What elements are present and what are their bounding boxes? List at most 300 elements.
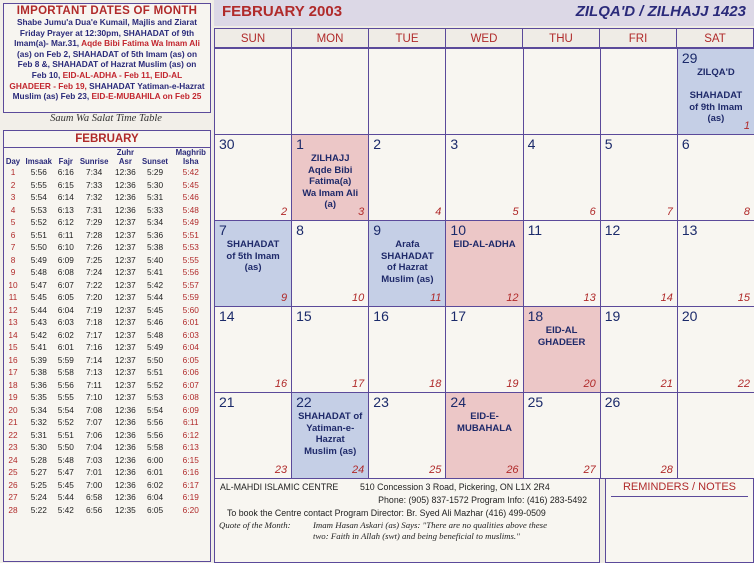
timetable — [3, 130, 211, 562]
important-dates-fragment: EID-AL-ADHA - Feb 11, EID-AL — [62, 69, 183, 80]
timetable-cell: 5:30 — [146, 179, 164, 190]
calendar-day[interactable] — [445, 134, 523, 221]
gregorian-date: 11 — [527, 222, 543, 238]
calendar-empty-cell — [214, 48, 292, 135]
calendar-day[interactable] — [368, 306, 446, 393]
timetable-cell: 7:18 — [86, 317, 103, 327]
gregorian-date: 16 — [373, 308, 389, 324]
timetable-cell: 5:31 — [146, 192, 164, 202]
timetable-cell: 25 — [8, 467, 18, 477]
centre-info — [214, 478, 600, 563]
timetable-cell: 6 — [10, 229, 16, 240]
calendar-event: ZILHAJJ Aqde Bibi Fatima(a) Wa Imam Ali (a) — [302, 153, 359, 210]
timetable-cell: 5:45 — [182, 179, 199, 190]
gregorian-date: 8 — [296, 222, 304, 238]
timetable-row — [4, 379, 210, 392]
timetable-cell: 6:01 — [146, 467, 164, 477]
timetable-cell: 5:47 — [57, 467, 74, 477]
important-dates-box — [3, 3, 211, 113]
gregorian-date: 2 — [373, 136, 382, 152]
calendar-day[interactable] — [600, 134, 678, 221]
timetable-row — [4, 216, 210, 229]
timetable-cell: 5:44 — [57, 492, 74, 502]
timetable-row — [4, 391, 210, 404]
timetable-cell: 5:58 — [57, 367, 74, 377]
gregorian-date: 10 — [450, 222, 466, 238]
timetable-cell: 22 — [8, 429, 18, 440]
important-dates-fragment: Imam(a)- Mar.31, — [14, 38, 82, 49]
timetable-cell: 5:48 — [146, 329, 164, 340]
gregorian-date: 30 — [219, 136, 235, 152]
calendar-day[interactable] — [368, 220, 446, 307]
timetable-cell: 12:37 — [115, 379, 136, 390]
timetable-cell: 10 — [8, 279, 18, 290]
gregorian-date: 29 — [681, 50, 698, 66]
timetable-row — [4, 354, 210, 367]
timetable-cell: 5:49 — [182, 217, 199, 227]
timetable-cell: 12:35 — [115, 504, 136, 515]
timetable-cell: 5:52 — [30, 217, 47, 227]
reminders-title: REMINDERS / NOTES — [622, 481, 737, 493]
calendar-day[interactable] — [445, 220, 523, 307]
timetable-cell: 7:24 — [86, 267, 103, 277]
timetable-cell: 6:17 — [182, 479, 199, 490]
important-dates-line — [6, 17, 208, 28]
timetable-header-bottom: Asr — [118, 157, 132, 166]
timetable-header — [76, 148, 112, 166]
timetable-cell: 12:36 — [115, 204, 136, 215]
calendar-day[interactable] — [523, 392, 601, 479]
timetable-cell: 6:08 — [182, 392, 199, 402]
timetable-cell: 2 — [10, 179, 16, 190]
timetable-cell: 4 — [10, 204, 16, 215]
timetable-cell: 6:58 — [86, 492, 103, 502]
timetable-cell: 6:11 — [57, 229, 74, 240]
hijri-date: 5 — [512, 206, 519, 218]
timetable-cell: 5:52 — [146, 379, 164, 390]
timetable-cell: 5:39 — [30, 354, 47, 365]
calendar-day[interactable] — [214, 392, 292, 479]
timetable-cell: 12:36 — [115, 179, 136, 190]
timetable-cell: 12:36 — [115, 442, 136, 452]
important-dates-line — [6, 28, 208, 39]
timetable-cell: 5:29 — [146, 167, 164, 177]
timetable-cell: 7:07 — [86, 417, 103, 427]
timetable-cell: 6:20 — [182, 504, 199, 515]
timetable-header — [56, 148, 76, 166]
timetable-cell: 5:53 — [146, 392, 164, 402]
left-panel — [0, 0, 212, 563]
timetable-header-bottom: Sunrise — [79, 157, 109, 166]
timetable-cell: 5:34 — [146, 217, 164, 227]
weekday-row — [214, 28, 754, 48]
hijri-date: 13 — [583, 292, 596, 304]
calendar-event: SHAHADAT of Yatiman-e- Hazrat Muslim (as) — [298, 411, 363, 457]
calendar-day[interactable] — [214, 306, 292, 393]
calendar-event: EID-AL-ADHA — [453, 239, 516, 250]
timetable-cell: 5:56 — [182, 267, 199, 277]
timetable-cell: 13 — [8, 317, 18, 327]
timetable-cell: 12:37 — [115, 354, 136, 365]
gregorian-date: 23 — [373, 394, 389, 410]
timetable-cell: 5:48 — [30, 267, 47, 277]
timetable-cell: 6:16 — [57, 167, 74, 177]
timetable-header — [139, 148, 172, 166]
timetable-cell: 5:53 — [182, 242, 199, 252]
gregorian-date: 25 — [527, 394, 544, 410]
hijri-date: 23 — [274, 464, 288, 476]
timetable-row — [4, 404, 210, 417]
timetable-cell: 12:36 — [115, 467, 136, 477]
gregorian-date: 22 — [296, 394, 312, 410]
calendar-day[interactable] — [677, 48, 754, 135]
timetable-cell: 5:33 — [146, 204, 164, 215]
timetable-cell: 5:53 — [30, 204, 47, 215]
gregorian-date: 17 — [450, 308, 466, 324]
centre-phone: Phone: (905) 837-1572 Program Info: (416) 283-5492 — [378, 495, 587, 505]
timetable-cell: 12:37 — [115, 392, 136, 402]
timetable-cell: 5:54 — [146, 404, 164, 415]
calendar-event: ZILQA'D SHAHADAT of 9th Imam (as) — [689, 67, 743, 124]
timetable-cell: 12:37 — [115, 254, 136, 265]
timetable-cell: 12:37 — [115, 267, 136, 277]
timetable-cell: 6:16 — [182, 467, 199, 477]
hijri-date: 26 — [506, 464, 519, 476]
gregorian-date: 9 — [373, 222, 382, 238]
timetable-cell: 7:32 — [86, 192, 103, 202]
hijri-date: 3 — [358, 206, 365, 218]
timetable-cell: 6:10 — [57, 242, 74, 252]
reminders-divider — [611, 496, 748, 497]
timetable-cell: 6:05 — [146, 504, 164, 515]
gregorian-date: 3 — [450, 136, 459, 152]
timetable-cell: 5:38 — [30, 367, 47, 377]
timetable-cell: 5:30 — [30, 442, 47, 452]
calendar-day[interactable] — [523, 134, 601, 221]
calendar-day[interactable] — [600, 306, 678, 393]
gregorian-date: 6 — [681, 136, 690, 152]
hijri-date: 15 — [737, 292, 750, 304]
calendar-empty-cell — [600, 48, 678, 135]
timetable-cell: 7:17 — [86, 329, 103, 340]
timetable-cell: 6:06 — [182, 367, 199, 377]
calendar-event: EID-E- MUBAHALA — [457, 411, 512, 434]
hijri-date: 18 — [429, 378, 442, 390]
timetable-cell: 1 — [10, 167, 16, 177]
timetable-row — [4, 204, 210, 217]
saum-title: Saum Wa Salat Time Table — [50, 113, 162, 124]
weekday-sun: SUN — [214, 28, 292, 48]
important-dates-fragment: Shabe Jumu'a Dua'e Kumail, Majlis and Ziarat — [16, 17, 198, 27]
timetable-cell: 5:42 — [30, 329, 47, 340]
timetable-cell: 11 — [8, 292, 18, 302]
centre-name: AL-MAHDI ISLAMIC CENTRE — [220, 482, 339, 492]
calendar-day[interactable] — [600, 220, 678, 307]
timetable-cell: 5 — [10, 217, 16, 227]
timetable-cell: 5:60 — [182, 304, 199, 315]
important-dates-title: IMPORTANT DATES OF MONTH — [16, 5, 198, 17]
timetable-cell: 6:09 — [57, 254, 74, 265]
gregorian-date: 26 — [604, 394, 621, 410]
timetable-row — [4, 366, 210, 379]
calendar-day[interactable] — [214, 220, 292, 307]
timetable-cell: 6:01 — [57, 342, 74, 352]
weekday-sat: SAT — [677, 28, 754, 48]
timetable-cell: 12:37 — [115, 242, 136, 252]
important-dates-fragment: Muslim (as) Feb 23, — [12, 91, 92, 102]
weekday-fri: FRI — [600, 28, 677, 48]
timetable-cell: 5:49 — [30, 254, 47, 265]
gregorian-date: 24 — [450, 394, 466, 410]
booking-info: To book the Centre contact Program Director: Br. Syed Ali Mazhar (416) 499-0509 — [227, 508, 546, 518]
timetable-cell: 6:11 — [182, 417, 199, 427]
timetable-cell: 5:45 — [57, 479, 74, 490]
timetable-row — [4, 441, 210, 454]
timetable-cell: 5:56 — [57, 379, 74, 390]
timetable-cell: 5:48 — [57, 454, 74, 465]
gregorian-date: 19 — [604, 308, 621, 324]
calendar-day[interactable] — [677, 220, 754, 307]
timetable-cell: 7:16 — [86, 342, 103, 352]
timetable-cell: 5:56 — [146, 417, 164, 427]
timetable-row — [4, 166, 210, 179]
timetable-cell: 6:15 — [57, 179, 74, 190]
calendar-day[interactable] — [291, 392, 369, 479]
important-dates-line — [6, 38, 208, 49]
important-dates-text — [4, 17, 210, 102]
calendar-day[interactable] — [291, 220, 369, 307]
timetable-cell: 19 — [8, 392, 18, 402]
important-dates-fragment: Friday Prayer at 12:30pm, SHAHADAT of 9th — [19, 27, 195, 38]
timetable-header — [22, 148, 56, 166]
calendar-day[interactable] — [214, 134, 292, 221]
timetable-header-top: Maghrib — [175, 148, 206, 157]
timetable-cell: 6:13 — [182, 442, 199, 452]
timetable-cell: 6:09 — [182, 404, 199, 415]
calendar-day[interactable] — [368, 392, 446, 479]
hijri-date: 12 — [506, 292, 519, 304]
timetable-cell: 5:36 — [146, 229, 164, 240]
timetable-cell: 5:56 — [30, 167, 47, 177]
hijri-date: 6 — [589, 206, 596, 218]
calendar-grid — [214, 28, 754, 476]
calendar-event: Arafa SHAHADAT of Hazrat Muslim (as) — [381, 239, 434, 285]
calendar-day[interactable] — [523, 220, 601, 307]
gregorian-date: 18 — [527, 308, 544, 324]
timetable-cell: 12:36 — [115, 417, 136, 427]
timetable-cell: 6:08 — [57, 267, 74, 277]
timetable-cell: 6:00 — [146, 454, 164, 465]
timetable-cell: 5:31 — [30, 429, 47, 440]
timetable-cell: 5:42 — [146, 279, 164, 290]
timetable-cell: 5:45 — [146, 304, 164, 315]
timetable-cell: 17 — [8, 367, 18, 377]
timetable-cell: 15 — [8, 342, 18, 352]
hijri-title: ZILQA'D / ZILHAJJ 1423 — [575, 3, 746, 20]
timetable-cell: 5:55 — [57, 392, 74, 402]
gregorian-date: 13 — [681, 222, 698, 238]
timetable-cell: 5:36 — [30, 379, 47, 390]
centre-address: 510 Concession 3 Road, Pickering, ON L1X 2R4 — [360, 482, 550, 492]
timetable-cell: 6:04 — [182, 342, 199, 352]
reminders-box[interactable] — [605, 478, 754, 563]
gregorian-date: 12 — [604, 222, 621, 238]
hijri-date: 27 — [583, 464, 596, 476]
timetable-cell: 5:54 — [30, 192, 47, 202]
timetable-cell: 5:24 — [30, 492, 47, 502]
timetable-cell: 7:19 — [86, 304, 103, 315]
hijri-date: 14 — [660, 292, 673, 304]
timetable-header-bottom: Isha — [182, 157, 199, 166]
calendar-panel — [214, 0, 754, 563]
calendar-day[interactable] — [291, 134, 369, 221]
timetable-cell: 28 — [8, 504, 18, 515]
timetable-cell: 5:34 — [30, 404, 47, 415]
timetable-cell: 5:59 — [57, 354, 74, 365]
timetable-row — [4, 304, 210, 317]
timetable-cell: 5:57 — [182, 279, 199, 290]
important-dates-fragment: SHAHADAT Yatiman-e-Hazrat — [89, 80, 205, 91]
hijri-date: 4 — [435, 206, 442, 218]
calendar-day[interactable] — [291, 306, 369, 393]
timetable-month: FEBRUARY — [4, 131, 210, 148]
timetable-cell: 6:12 — [182, 429, 199, 440]
gregorian-date: 5 — [604, 136, 613, 152]
timetable-row — [4, 316, 210, 329]
calendar-day[interactable] — [677, 134, 754, 221]
calendar-day[interactable] — [368, 134, 446, 221]
timetable-cell: 5:51 — [30, 229, 47, 240]
hijri-date: 16 — [274, 378, 288, 390]
timetable-cell: 8 — [10, 254, 16, 265]
hijri-date: 1 — [743, 120, 750, 132]
timetable-cell: 5:48 — [182, 204, 199, 215]
timetable-cell: 6:05 — [182, 354, 199, 365]
timetable-cell: 12 — [8, 304, 18, 315]
timetable-cell: 12:37 — [115, 304, 136, 315]
timetable-cell: 5:49 — [146, 342, 164, 352]
gregorian-date: 7 — [219, 222, 227, 238]
timetable-cell: 6:56 — [86, 504, 103, 515]
timetable-cell: 16 — [8, 354, 18, 365]
timetable-cell: 5:51 — [146, 367, 164, 377]
timetable-cell: 5:38 — [146, 242, 164, 252]
calendar-day[interactable] — [523, 306, 601, 393]
calendar-day[interactable] — [445, 392, 523, 479]
timetable-cell: 6:04 — [146, 492, 164, 502]
timetable-cell: 5:47 — [30, 279, 47, 290]
timetable-cell: 5:50 — [57, 442, 74, 452]
timetable-row — [4, 329, 210, 342]
hijri-date: 9 — [281, 292, 288, 304]
timetable-cell: 5:32 — [30, 417, 47, 427]
timetable-row — [4, 466, 210, 479]
gregorian-date: 4 — [527, 136, 536, 152]
important-dates-fragment: EID-E-MUBAHILA on Feb 25 — [91, 91, 202, 102]
timetable-cell: 6:12 — [57, 217, 74, 227]
timetable-header-bottom: Day — [5, 157, 21, 166]
timetable-cell: 7:06 — [86, 429, 103, 440]
timetable-cell: 7:00 — [86, 479, 103, 490]
calendar-empty-cell — [368, 48, 446, 135]
important-dates-fragment: (as) on Feb 2, SHAHADAT of 5th Imam (as) on — [16, 48, 198, 59]
quote-label: Quote of the Month: — [219, 520, 291, 530]
hijri-date: 8 — [743, 206, 750, 218]
timetable-header-bottom: Fajr — [58, 157, 73, 166]
timetable-cell: 5:43 — [30, 317, 47, 327]
weekday-thu: THU — [523, 28, 600, 48]
timetable-cell: 5:22 — [30, 504, 47, 515]
calendar-day[interactable] — [445, 306, 523, 393]
calendar-empty-cell — [677, 392, 754, 479]
timetable-cell: 5:44 — [146, 292, 164, 302]
timetable-row — [4, 454, 210, 467]
timetable-cell: 20 — [8, 404, 18, 415]
timetable-cell: 6:02 — [146, 479, 164, 490]
timetable-cell: 24 — [8, 454, 18, 465]
timetable-cell: 12:37 — [115, 342, 136, 352]
calendar-empty-cell — [291, 48, 369, 135]
timetable-row — [4, 491, 210, 504]
timetable-cell: 12:36 — [115, 454, 136, 465]
timetable-cell: 5:59 — [182, 292, 199, 302]
timetable-cell: 6:07 — [57, 279, 74, 290]
calendar-day[interactable] — [677, 306, 754, 393]
timetable-cell: 12:36 — [115, 404, 136, 415]
timetable-cell: 6:19 — [182, 492, 199, 502]
important-dates-line — [6, 91, 208, 102]
gregorian-date: 14 — [219, 308, 235, 324]
calendar-day[interactable] — [600, 392, 678, 479]
timetable-cell: 12:36 — [115, 479, 136, 490]
timetable-cell: 12:36 — [115, 492, 136, 502]
timetable-cell: 7:33 — [86, 179, 103, 190]
timetable-cell: 27 — [8, 492, 18, 502]
timetable-cell: 7:14 — [86, 354, 103, 365]
timetable-row — [4, 191, 210, 204]
hijri-date: 10 — [352, 292, 365, 304]
timetable-row — [4, 241, 210, 254]
timetable-cell: 18 — [8, 379, 18, 390]
timetable-cell: 5:58 — [146, 442, 164, 452]
timetable-cell: 6:15 — [182, 454, 199, 465]
calendar-header — [214, 0, 754, 26]
timetable-cell: 7:13 — [86, 367, 103, 377]
weekday-tue: TUE — [369, 28, 446, 48]
month-title: FEBRUARY 2003 — [222, 3, 343, 20]
timetable-cell: 7:10 — [86, 392, 103, 402]
timetable-cell: 5:28 — [30, 454, 47, 465]
timetable-cell: 6:01 — [182, 317, 199, 327]
timetable-cell: 5:41 — [30, 342, 47, 352]
hijri-date: 20 — [583, 378, 596, 390]
timetable-cell: 6:03 — [57, 317, 74, 327]
timetable-cell: 5:50 — [146, 354, 164, 365]
timetable-cell: 6:07 — [182, 379, 199, 390]
important-dates-fragment: Aqde Bibi Fatima Wa Imam Ali — [81, 38, 200, 49]
timetable-row — [4, 341, 210, 354]
timetable-row — [4, 504, 210, 517]
timetable-cell: 7:01 — [86, 467, 103, 477]
calendar-event: SHAHADAT of 5th Imam (as) — [226, 239, 280, 273]
hijri-date: 2 — [281, 206, 288, 218]
weekday-wed: WED — [446, 28, 523, 48]
timetable-cell: 5:40 — [146, 254, 164, 265]
hijri-date: 24 — [352, 464, 365, 476]
timetable-cell: 23 — [8, 442, 18, 452]
gregorian-date: 15 — [296, 308, 312, 324]
timetable-cell: 21 — [8, 417, 18, 427]
